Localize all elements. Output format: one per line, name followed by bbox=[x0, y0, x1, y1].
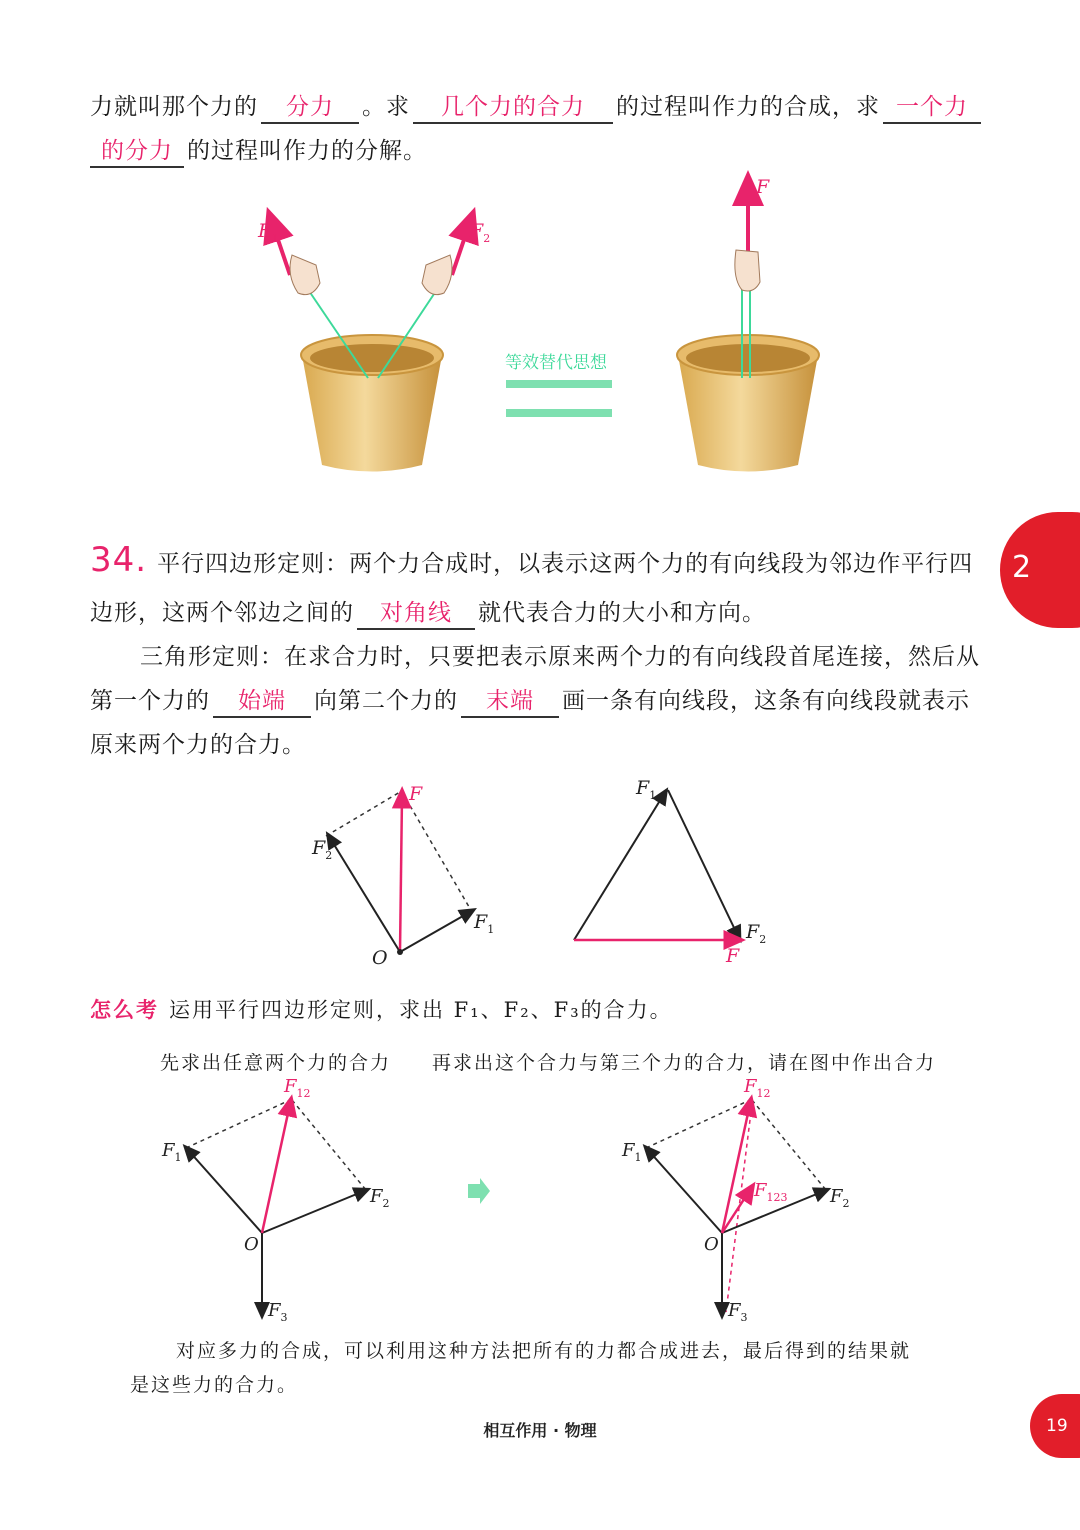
text: 的过程叫作力的合成，求 bbox=[616, 94, 880, 120]
page-number-badge bbox=[1030, 1394, 1080, 1458]
f123-label: $F_{123}$ bbox=[754, 1180, 788, 1204]
conclusion-line-1: 对应多力的合成，可以利用这种方法把所有的力都合成进去，最后得到的结果就 bbox=[176, 1340, 912, 1362]
text: 向第二个力的 bbox=[314, 688, 458, 714]
f3-label: $F_3$ bbox=[728, 1300, 748, 1324]
f2-label: $F_2$ bbox=[370, 1186, 390, 1210]
item34-line-2 bbox=[90, 594, 766, 630]
text: 画一条有向线段，这条有向线段就表示 bbox=[562, 688, 970, 714]
f1-label: $F_1$ bbox=[258, 220, 279, 245]
text: 原来两个力的合力。 bbox=[90, 732, 306, 758]
answer-blank: 始端 bbox=[213, 688, 311, 718]
answer-blank: 分力 bbox=[261, 94, 359, 124]
page-footer: 相互作用 · 物理 bbox=[483, 1421, 597, 1440]
bucket-equivalence-figure bbox=[0, 0, 1080, 520]
chapter-tab bbox=[1000, 512, 1080, 628]
left-bucket bbox=[257, 220, 490, 472]
text: 边形，这两个邻边之间的 bbox=[90, 600, 354, 626]
force-rules-diagram bbox=[0, 760, 1080, 980]
f-label: F bbox=[409, 783, 423, 805]
item34-line-3 bbox=[140, 638, 980, 671]
f12-label: $F_{12}$ bbox=[284, 1076, 311, 1100]
f2-label: $F_2$ bbox=[746, 921, 767, 946]
step2-diagram bbox=[621, 1076, 850, 1324]
right-bucket bbox=[677, 176, 819, 472]
equals-bar-top bbox=[506, 380, 612, 388]
answer-blank: 一个力 bbox=[883, 94, 981, 124]
triangle-diagram bbox=[574, 777, 766, 967]
step1-caption: 先求出任意两个力的合力 bbox=[160, 1052, 392, 1074]
answer-blank: 的分力 bbox=[90, 138, 184, 168]
step1-diagram bbox=[161, 1076, 390, 1324]
answer-blank: 对角线 bbox=[357, 600, 475, 630]
f1-label: $F_1$ bbox=[474, 911, 495, 936]
text: 力就叫那个力的 bbox=[90, 94, 258, 120]
think-line bbox=[90, 994, 673, 1024]
f1-label: $F_1$ bbox=[162, 1140, 182, 1164]
f-label: F bbox=[726, 945, 740, 967]
f12-label: $F_{12}$ bbox=[744, 1076, 771, 1100]
parallelogram-diagram bbox=[311, 783, 494, 969]
equals-bar-bottom bbox=[506, 409, 612, 417]
f1-label: $F_1$ bbox=[622, 1140, 642, 1164]
f3-label: $F_3$ bbox=[268, 1300, 288, 1324]
item34-line-4 bbox=[90, 682, 970, 718]
chapter-number: 2 bbox=[1012, 550, 1032, 585]
text: 。求 bbox=[362, 94, 410, 120]
text: 就代表合力的大小和方向。 bbox=[478, 600, 766, 626]
page-number: 19 bbox=[1046, 1416, 1068, 1436]
origin-label: O bbox=[372, 947, 388, 969]
next-step-arrow bbox=[468, 1178, 490, 1204]
item34-line-1 bbox=[90, 540, 973, 580]
text: 第一个力的 bbox=[90, 688, 210, 714]
equivalence-text: 等效替代思想 bbox=[505, 353, 607, 373]
text: 运用平行四边形定则，求出 F₁、F₂、F₃的合力。 bbox=[169, 998, 673, 1022]
item-number: 34. bbox=[90, 540, 148, 580]
answer-blank: 末端 bbox=[461, 688, 559, 718]
origin-label: O bbox=[704, 1234, 719, 1255]
think-label: 怎么考 bbox=[90, 998, 159, 1022]
text: 的过程叫作力的分解。 bbox=[187, 138, 427, 164]
f2-label: $F_2$ bbox=[312, 837, 333, 862]
f2-label: $F_2$ bbox=[470, 220, 491, 245]
f2-label: $F_2$ bbox=[830, 1186, 850, 1210]
f1-label: $F_1$ bbox=[636, 777, 657, 802]
conclusion-line-2: 是这些力的合力。 bbox=[130, 1374, 299, 1396]
step2-caption: 再求出这个合力与第三个力的合力，请在图中作出合力 bbox=[432, 1052, 937, 1074]
three-force-diagram bbox=[0, 1070, 1080, 1340]
origin-label: O bbox=[244, 1234, 259, 1255]
item34-line-5 bbox=[90, 726, 306, 759]
text: 平行四边形定则：两个力合成时，以表示这两个力的有向线段为邻边作平行四 bbox=[157, 551, 974, 577]
text: 三角形定则：在求合力时，只要把表示原来两个力的有向线段首尾连接，然后从 bbox=[140, 644, 980, 670]
answer-blank: 几个力的合力 bbox=[413, 94, 613, 124]
f-label: F bbox=[756, 176, 770, 198]
